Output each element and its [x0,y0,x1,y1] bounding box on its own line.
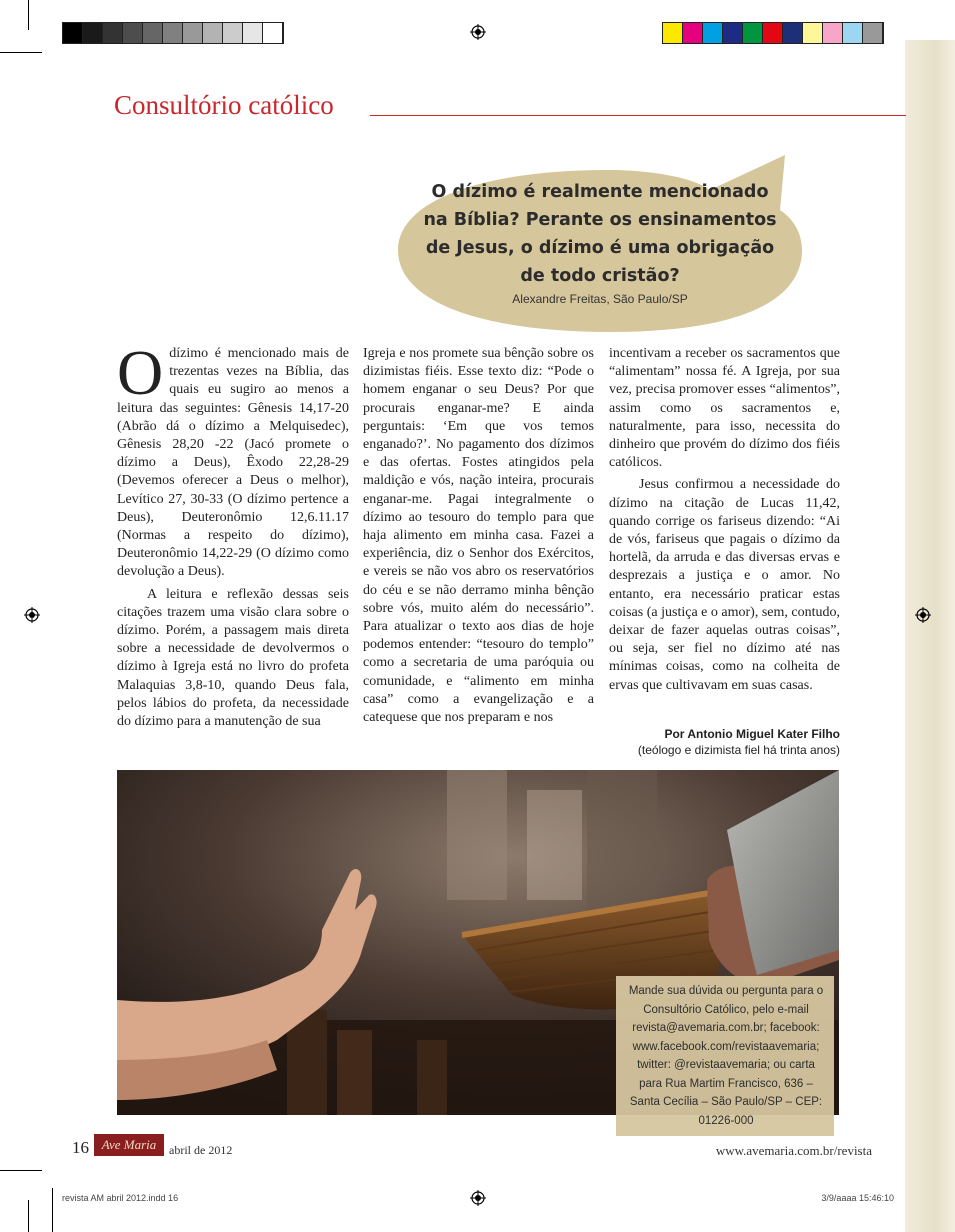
paragraph: A leitura e reflexão dessas seis citações trazem uma visão clara sobre o dízimo. Porém, a passagem mais direta sobre a necessidade de devolvermos o dízimo à Igreja está no livro do profeta Malaquias 3,8-10, quando Deus fala, pelos lábios do profeta, da necessidade do dízimo para a manutenção de sua [117,586,349,730]
section-title: Consultório católico [114,90,334,120]
question-text: O dízimo é realmente mencionado na Bíblia? Perante os ensinamentos de Jesus, o dízimo é uma obrigação de todo cristão? [423,182,777,286]
title-rule [370,115,906,116]
website-link[interactable]: www.avemaria.com.br/revista [715,1143,872,1158]
crop-mark [28,1200,29,1232]
author-name: Por Antonio Miguel Kater Filho [664,727,840,741]
registration-mark-icon [915,607,931,623]
crop-mark [0,52,42,53]
crop-mark [28,0,29,30]
registration-mark-icon [470,24,486,40]
page-number: 16 [72,1138,89,1157]
color-swatches [662,22,884,44]
registration-mark-icon [24,607,40,623]
article-photo [117,770,839,1127]
article-column-2 [363,345,594,727]
author-credit [560,726,840,758]
crop-mark [52,1188,53,1232]
issue-date: abril de 2012 [169,1143,233,1157]
paragraph: Igreja e nos promete sua bênção sobre os dizimistas fiéis. Esse texto diz: “Pode o homem enganar o seu Deus? Por que procurais enganar-me? E ainda perguntais: ‘Em que vos temos enganado?’. No pagamento dos dízimos e das ofertas. Fostes atingidos pela maldição e vós, nação inteira, procurais enganar-me. Pagai integralmente o dízimo ao tesouro do templo para que haja alimento em minha casa. Fazei a experiência, diz o Senhor dos Exércitos, e vereis se não vos abro os reservatórios do céu e se não derramo minha bênção sobre vós, muito além do necessário”. Para atualizar o texto aos dias de hoje podemos entender: “tesouro do templo” como a secretaria de uma paróquia ou comunidade, e “alimento em minha casa” como a evangelização e a catequese que nos preparam e nos [363,346,594,726]
print-slug-file: revista AM abril 2012.indd 16 [62,1193,179,1203]
drop-cap: O [117,337,164,408]
paragraph: dízimo é mencionado mais de trezentas vezes na Bíblia, das quais eu sugiro ao menos a leitura das seguintes: Gênesis 14,17-20 (Abrão dá o dízimo a Melquisedec), Gênesis 28,20 -22 (Jacó promete o dízimo a Deus), Êxodo 22,28-29 (Devemos oferecer a Deus o melhor), Levítico 27, 30-33 (O dízimo pertence a Deus), Deuteronômio 12,6.11.17 (Normas a respeito do dízimo), Deuteronômio 14,22-29 (O dízimo como devolução a Deus). [117,346,349,580]
crop-mark [0,1170,42,1171]
page-spine [905,40,955,1232]
contact-infobox: Mande sua dúvida ou pergunta para o Consultório Católico, pelo e-mail revista@avemaria.com.br; facebook: www.facebook.com/revistaavemaria; twitter: @revistaavemaria; ou carta para Rua Martim Francisco, 636 – Santa Cecília – São Paulo/SP – CEP: 01226-000 [616,976,834,1136]
paragraph: Jesus confirmou a necessidade do dízimo na citação de Lucas 11,42, quando corrige os fariseus dizendo: “Ai de vós, fariseus que pagais o dízimo da hortelã, da arruda e das diversas ervas e desprezais a justiça e o amor. No entanto, era necessário praticar estas coisas (a justiça e o amor), sem, contudo, deixar de fazer aquelas outras coisas”, ou seja, ser fiel no dízimo até nas mínimas coisas, como na colheita de ervas que cultivavam em suas casas. [609,477,840,693]
magazine-logo: Ave Maria [94,1134,164,1156]
article-column-1 [117,337,349,731]
article-column-3 [609,345,840,695]
paragraph: incentivam a receber os sacramentos que “alimentam” nossa fé. A Igreja, por sua vez, precisa promover esses “alimentos”, assim como os sacramentos e, naturalmente, para isso, necessita do dinheiro que provém do dízimo dos fiéis católicos. [609,346,840,471]
registration-mark-icon [470,1190,486,1206]
question-asker: Alexandre Freitas, São Paulo/SP [512,292,688,306]
print-slug-date: 3/9/aaaa 15:46:10 [821,1193,894,1203]
grayscale-swatches [62,22,284,44]
author-role: (teólogo e dizimista fiel há trinta anos) [637,743,840,757]
